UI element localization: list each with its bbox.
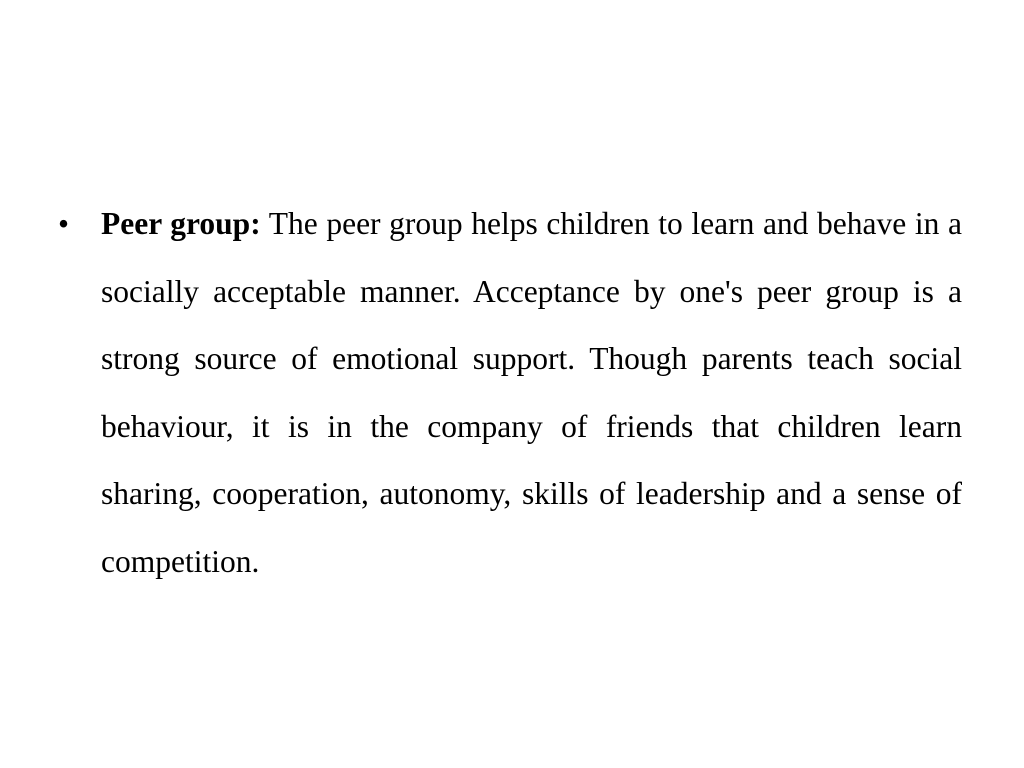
bullet-term: Peer group: bbox=[101, 206, 261, 241]
bullet-list bbox=[58, 190, 962, 595]
bullet-text: The peer group helps children to learn and behave in a socially acceptable manner. Acceptance by one's peer group is a strong source of emotional support. Though parents teach social behaviour, it is in the company of friends that children learn sharing, cooperation, autonomy, skills of leadership and a sense of competition. bbox=[101, 206, 962, 579]
bullet-marker: • bbox=[58, 206, 70, 241]
bullet-item-peer-group bbox=[58, 190, 962, 595]
